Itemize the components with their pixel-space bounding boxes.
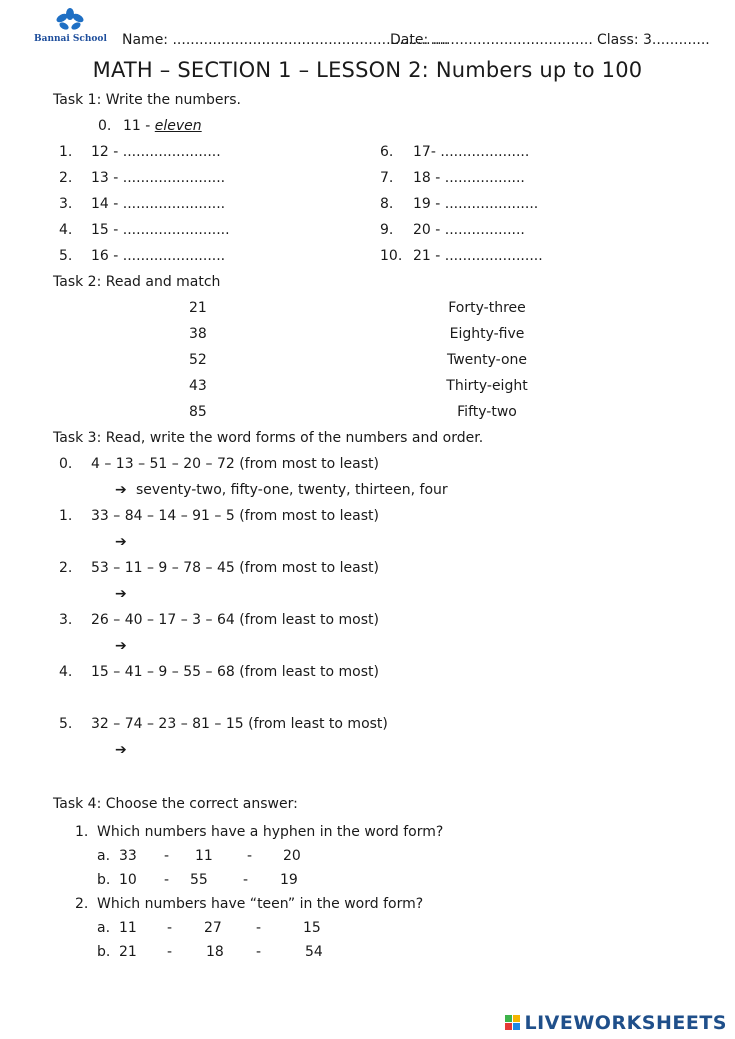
task1-example-index: 0. xyxy=(98,118,112,134)
task1-right-index: 7. xyxy=(380,170,394,186)
school-logo xyxy=(30,8,110,48)
option-dash: - xyxy=(256,920,262,936)
task1-right-index: 9. xyxy=(380,222,394,238)
match-word[interactable]: Fifty-two xyxy=(457,404,517,420)
task1-left-index: 5. xyxy=(59,248,73,264)
date-field[interactable]: Date: .................................... xyxy=(390,32,593,48)
name-field[interactable]: Name: .............................................................. xyxy=(122,32,449,48)
option-label: a. xyxy=(97,848,111,864)
task1-right-item[interactable]: 21 - ...................... xyxy=(413,248,543,264)
match-number[interactable]: 52 xyxy=(189,352,207,368)
task3-sequence: 15 – 41 – 9 – 55 – 68 (from least to most) xyxy=(91,664,379,680)
task4-question: Which numbers have “teen” in the word form? xyxy=(97,896,424,912)
option-b-number[interactable]: 18 xyxy=(206,944,224,960)
task1-left-index: 3. xyxy=(59,196,73,212)
liveworksheets-text: LIVEWORKSHEETS xyxy=(524,1012,727,1034)
task4-q-index: 2. xyxy=(75,896,89,912)
logo-text: Bannai School xyxy=(34,34,107,44)
task3-index: 4. xyxy=(59,664,73,680)
match-number[interactable]: 38 xyxy=(189,326,207,342)
task1-right-item[interactable]: 17- .................... xyxy=(413,144,530,160)
task1-example xyxy=(123,118,202,134)
option-dash: - xyxy=(167,920,173,936)
task1-left-index: 2. xyxy=(59,170,73,186)
match-number[interactable]: 85 xyxy=(189,404,207,420)
option-dash: - xyxy=(256,944,262,960)
task1-left-item[interactable]: 16 - ....................... xyxy=(91,248,226,264)
arrow-right-icon: ➔ xyxy=(115,638,127,654)
page-title: MATH – SECTION 1 – LESSON 2: Numbers up to 100 xyxy=(92,58,643,82)
task3-index: 2. xyxy=(59,560,73,576)
option-a-number[interactable]: 27 xyxy=(204,920,222,936)
match-word[interactable]: Eighty-five xyxy=(449,326,525,342)
liveworksheets-badge-icon xyxy=(505,1015,521,1031)
task3-index: 0. xyxy=(59,456,73,472)
option-b-number[interactable]: 54 xyxy=(305,944,323,960)
liveworksheets-logo[interactable] xyxy=(505,1012,727,1034)
task3-index: 5. xyxy=(59,716,73,732)
task4-question: Which numbers have a hyphen in the word form? xyxy=(97,824,444,840)
task1-left-index: 4. xyxy=(59,222,73,238)
task2-title: Task 2: Read and match xyxy=(53,274,221,290)
match-word[interactable]: Forty-three xyxy=(448,300,526,316)
class-field[interactable]: Class: 3............. xyxy=(597,32,710,48)
arrow-right-icon: ➔ xyxy=(115,586,127,602)
task3-sequence: 53 – 11 – 9 – 78 – 45 (from most to least) xyxy=(91,560,379,576)
option-b-number[interactable]: 21 xyxy=(119,944,137,960)
arrow-right-icon: ➔ xyxy=(115,534,127,550)
task1-left-index: 1. xyxy=(59,144,73,160)
match-number[interactable]: 21 xyxy=(189,300,207,316)
task4-q-index: 1. xyxy=(75,824,89,840)
task1-right-index: 6. xyxy=(380,144,394,160)
task1-left-item[interactable]: 15 - ........................ xyxy=(91,222,230,238)
option-a-number[interactable]: 15 xyxy=(303,920,321,936)
task3-example-answer: seventy-two, fifty-one, twenty, thirteen, four xyxy=(136,482,448,498)
task3-index: 3. xyxy=(59,612,73,628)
task1-example-number: 11 - xyxy=(123,118,151,134)
option-a-number[interactable]: 20 xyxy=(283,848,301,864)
option-dash: - xyxy=(167,944,173,960)
task1-example-answer: eleven xyxy=(154,118,202,134)
task3-sequence: 32 – 74 – 23 – 81 – 15 (from least to most) xyxy=(91,716,388,732)
option-dash: - xyxy=(247,848,253,864)
option-label: b. xyxy=(97,944,111,960)
task3-sequence: 4 – 13 – 51 – 20 – 72 (from most to least) xyxy=(91,456,379,472)
arrow-right-icon: ➔ xyxy=(115,482,127,498)
option-dash: - xyxy=(164,848,170,864)
option-b-number[interactable]: 10 xyxy=(119,872,137,888)
task1-right-index: 8. xyxy=(380,196,394,212)
match-word[interactable]: Thirty-eight xyxy=(446,378,528,394)
option-label: b. xyxy=(97,872,111,888)
task4-title: Task 4: Choose the correct answer: xyxy=(53,796,298,812)
option-dash: - xyxy=(164,872,170,888)
option-a-number[interactable]: 33 xyxy=(119,848,137,864)
task3-index: 1. xyxy=(59,508,73,524)
arrow-right-icon: ➔ xyxy=(115,742,127,758)
option-a-number[interactable]: 11 xyxy=(195,848,213,864)
task1-right-item[interactable]: 20 - .................. xyxy=(413,222,525,238)
option-b-number[interactable]: 55 xyxy=(190,872,208,888)
flower-logo-icon xyxy=(52,8,88,36)
task1-left-item[interactable]: 12 - ...................... xyxy=(91,144,221,160)
option-b-number[interactable]: 19 xyxy=(280,872,298,888)
option-a-number[interactable]: 11 xyxy=(119,920,137,936)
task1-left-item[interactable]: 13 - ....................... xyxy=(91,170,226,186)
task3-sequence: 33 – 84 – 14 – 91 – 5 (from most to least) xyxy=(91,508,379,524)
match-word[interactable]: Twenty-one xyxy=(446,352,528,368)
task3-title: Task 3: Read, write the word forms of the numbers and order. xyxy=(53,430,484,446)
option-dash: - xyxy=(243,872,249,888)
task1-right-item[interactable]: 19 - ..................... xyxy=(413,196,539,212)
task1-left-item[interactable]: 14 - ....................... xyxy=(91,196,226,212)
task1-title: Task 1: Write the numbers. xyxy=(53,92,241,108)
task1-right-index: 10. xyxy=(380,248,403,264)
match-number[interactable]: 43 xyxy=(189,378,207,394)
option-label: a. xyxy=(97,920,111,936)
task1-right-item[interactable]: 18 - .................. xyxy=(413,170,525,186)
task3-sequence: 26 – 40 – 17 – 3 – 64 (from least to most) xyxy=(91,612,379,628)
